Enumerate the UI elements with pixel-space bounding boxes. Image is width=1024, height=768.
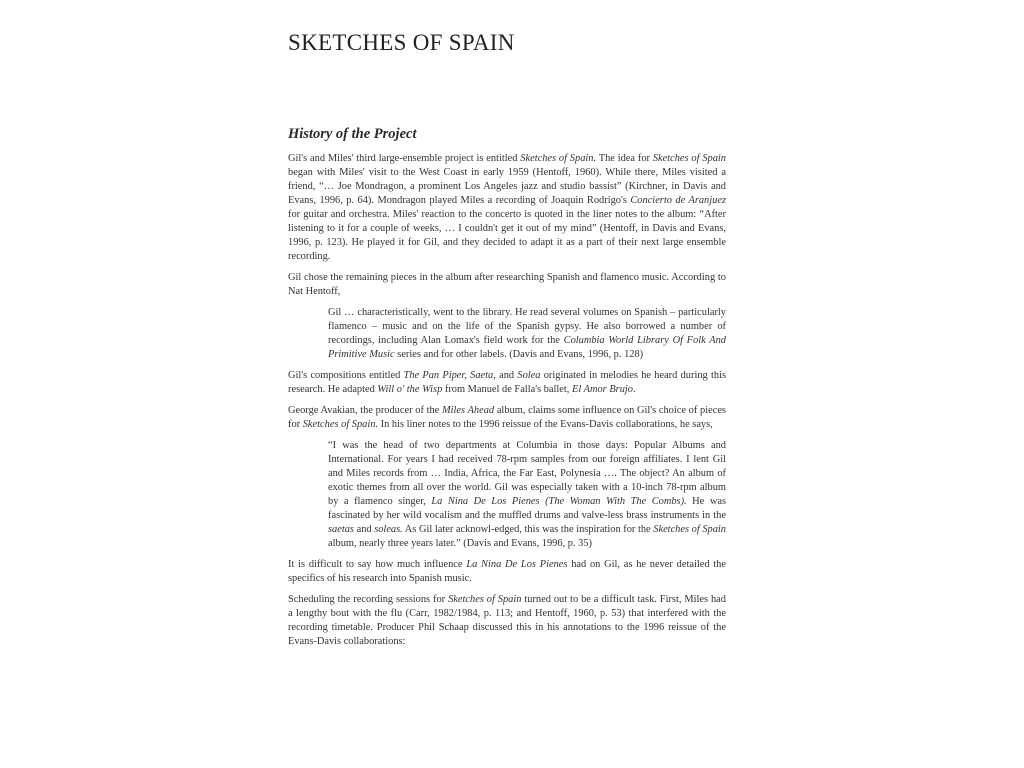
- page-title: SKETCHES OF SPAIN: [288, 30, 515, 55]
- paragraph-6: Scheduling the recording sessions for Sketches of Spain turned out to be a difficult task. First, Miles had a lengthy bout with the flu (Carr, 1982/1984, p. 113; and Hentoff, 1960, p. 53) that interfered with the recording timetable. Producer Phil Schaap discussed this in his annotations to the 1996 reissue of the Evans-Davis collaborations:: [288, 594, 726, 647]
- paragraph-3: Gil's compositions entitled The Pan Piper, Saeta, and Solea originated in melodies he heard during this research. He adapted Will o' the Wisp from Manuel de Falla's ballet, El Amor Brujo.: [288, 370, 726, 395]
- paragraph-4: George Avakian, the producer of the Miles Ahead album, claims some influence on Gil's choice of pieces for Sketches of Spain. In his liner notes to the 1996 reissue of the Evans-Davis collaborations, he says,: [288, 405, 726, 430]
- block-quote-2: “I was the head of two departments at Columbia in those days: Popular Albums and International. For years I had received 78-rpm samples from our foreign affiliates. I lent Gil and Miles records from … India, Africa, the Far East, Polynesia …. The object? An album of exotic themes from all over the world. Gil was especially taken with a 10-inch 78-rpm album by a flamenco singer, La Nina De Los Pienes (The Woman With The Combs). He was fascinated by her wild vocalism and the muffled drums and valve-less brass instruments in the saetas and soleas. As Gil later acknowl-edged, this was the inspiration for the Sketches of Spain album, nearly three years later.” (Davis and Evans, 1996, p. 35): [328, 440, 726, 549]
- block-quote-1: Gil … characteristically, went to the library. He read several volumes on Spanish – particularly flamenco – music and on the life of the Spanish gypsy. He also borrowed a number of recordings, including Alan Lomax's field work for the Columbia World Library Of Folk And Primitive Music series and for other labels. (Davis and Evans, 1996, p. 128): [328, 307, 726, 360]
- body-text: [288, 152, 726, 656]
- paragraph-5: It is difficult to say how much influence La Nina De Los Pienes had on Gil, as he never detailed the specifics of his research into Spanish music.: [288, 559, 726, 584]
- paragraph-1: Gil's and Miles' third large-ensemble project is entitled Sketches of Spain. The idea for Sketches of Spain began with Miles' visit to the West Coast in early 1959 (Hentoff, 1960). While there, Miles visited a friend, “… Joe Mondragon, a prominent Los Angeles jazz and studio bassist” (Kirchner, in Davis and Evans, 1996, p. 64). Mondragon played Miles a recording of Joaquin Rodrigo's Concierto de Aranjuez for guitar and orchestra. Miles' reaction to the concerto is quoted in the liner notes to the album: “After listening to it for a couple of weeks, … I couldn't get it out of my mind” (Hentoff, in Davis and Evans, 1996, p. 123). He played it for Gil, and they decided to adapt it as a part of their next large ensemble recording.: [288, 153, 727, 262]
- section-heading: History of the Project: [288, 126, 417, 142]
- paragraph-2: Gil chose the remaining pieces in the album after researching Spanish and flamenco music. According to Nat Hentoff,: [288, 272, 726, 297]
